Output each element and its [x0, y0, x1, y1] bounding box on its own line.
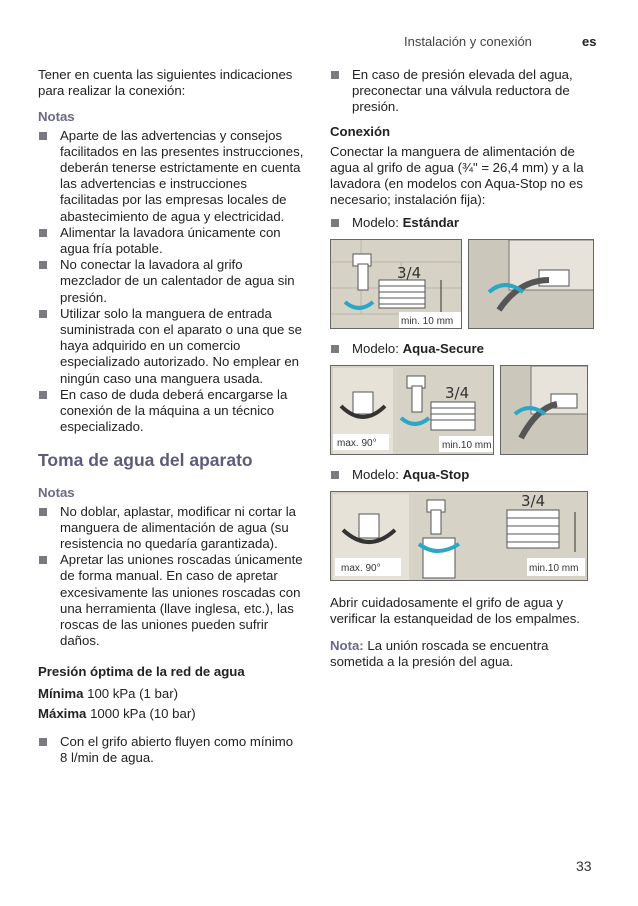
page-header: [0, 34, 638, 54]
aqua-secure-drawing: [331, 366, 494, 455]
aqua-secure-connector-illustration: [500, 365, 588, 455]
max-90-label: max. 90°: [341, 563, 381, 575]
list-item: Alimentar la lavadora únicamente con agua fría potable.: [38, 225, 304, 257]
aqua-stop-illustration: [330, 491, 588, 581]
conexion-text: Conectar la manguera de alimentación de agua al grifo de agua (¾" = 26,4 mm) y a la lavadora (en modelos con Aqua-Stop no es necesario; instalación fija):: [330, 143, 584, 208]
section-title-header: Instalación y conexión: [404, 34, 532, 49]
notes-list-2: [38, 504, 304, 650]
thread-label: 3/4: [521, 492, 546, 511]
min-value: 100 kPa (1 bar): [87, 685, 179, 701]
model-prefix: Modelo:: [352, 467, 399, 483]
model-aqua-stop: [330, 467, 602, 483]
max-value: 1000 kPa (10 bar): [90, 705, 196, 721]
list-item: No doblar, aplastar, modificar ni cortar la manguera de alimentación de agua (su resistencia no quedaría garantizada).: [38, 504, 304, 553]
note-label: Nota:: [330, 637, 364, 653]
model-name: Aqua-Secure: [402, 340, 484, 356]
model-prefix: Modelo:: [352, 340, 399, 356]
min-10mm-label: min. 10 mm: [401, 315, 454, 327]
language-code: es: [582, 34, 597, 49]
pressure-note: [330, 638, 602, 670]
final-instruction: Abrir cuidadosamente el grifo de agua y verificar la estanqueidad de los empalmes.: [330, 595, 580, 627]
notes-list: [38, 128, 304, 436]
connector-drawing: [469, 240, 594, 329]
pressure-min: [38, 686, 304, 702]
list-item: Apretar las uniones roscadas únicamente de forma manual. En caso de apretar excesivamente las uniones roscadas con una herramienta (llave inglesa, etc.), las roscas de las uniones pueden sufrir daños.: [38, 552, 304, 649]
intro-text: Tener en cuenta las siguientes indicaciones para realizar la conexión:: [38, 67, 293, 99]
model-name: Estándar: [402, 214, 460, 230]
tap-illustration: [330, 239, 462, 329]
min-10mm-label: min.10 mm: [442, 440, 492, 452]
aqua-secure-connector-drawing: [501, 366, 588, 455]
pressure-heading: Presión óptima de la red de agua: [38, 663, 245, 679]
conexion-heading: Conexión: [330, 123, 391, 139]
list-item: [330, 467, 602, 483]
notes-label: Notas: [38, 109, 75, 125]
figure-aqua-secure: [330, 365, 602, 455]
list-item: Con el grifo abierto fluyen como mínimo 8 l/min de agua.: [38, 734, 304, 766]
model-prefix: Modelo:: [352, 214, 399, 230]
max-90-label: max. 90°: [337, 438, 377, 450]
aqua-secure-tap-illustration: [330, 365, 494, 455]
figure-standard: [330, 239, 602, 329]
list-item: En caso de presión elevada del agua, preconectar una válvula reductora de presión.: [330, 67, 602, 116]
right-column: [330, 67, 602, 670]
list-item: Aparte de las advertencias y consejos facilitados en las presentes instrucciones, deberán tenerse estrictamente en cuenta las advertencias e instrucciones facilitadas por las empresas locales de abastecimiento de agua y electricidad.: [38, 128, 304, 225]
left-column: [38, 67, 304, 767]
list-item: [330, 341, 602, 357]
model-aqua-secure: [330, 341, 602, 357]
min-10mm-label: min.10 mm: [529, 563, 579, 575]
max-label: Máxima: [38, 705, 87, 721]
pressure-list: [330, 67, 602, 116]
pressure-max: [38, 706, 304, 722]
min-label: Mínima: [38, 685, 84, 701]
list-item: En caso de duda deberá encargarse la conexión de la máquina a un técnico especializado.: [38, 387, 304, 436]
notes-label: Notas: [38, 485, 75, 501]
list-item: [330, 215, 602, 231]
section-heading: Toma de agua del aparato: [38, 450, 253, 471]
note-text: La unión roscada se encuentra sometida a la presión del agua.: [330, 637, 549, 669]
flow-list: [38, 734, 304, 766]
list-item: No conectar la lavadora al grifo mezclador de un calentador de agua sin presión.: [38, 257, 304, 306]
model-name: Aqua-Stop: [402, 467, 470, 483]
thread-label: 3/4: [445, 384, 470, 403]
model-standard: [330, 215, 602, 231]
machine-connector-illustration: [468, 239, 594, 329]
page-number: 33: [576, 858, 592, 874]
aqua-stop-drawing: [331, 492, 588, 581]
tap-drawing: [331, 240, 462, 329]
list-item: Utilizar solo la manguera de entrada suministrada con el aparato o una que se haya adquirido en un comercio especializado autorizado. No emplear en ningún caso una manguera usada.: [38, 306, 304, 387]
thread-label: 3/4: [397, 263, 422, 282]
